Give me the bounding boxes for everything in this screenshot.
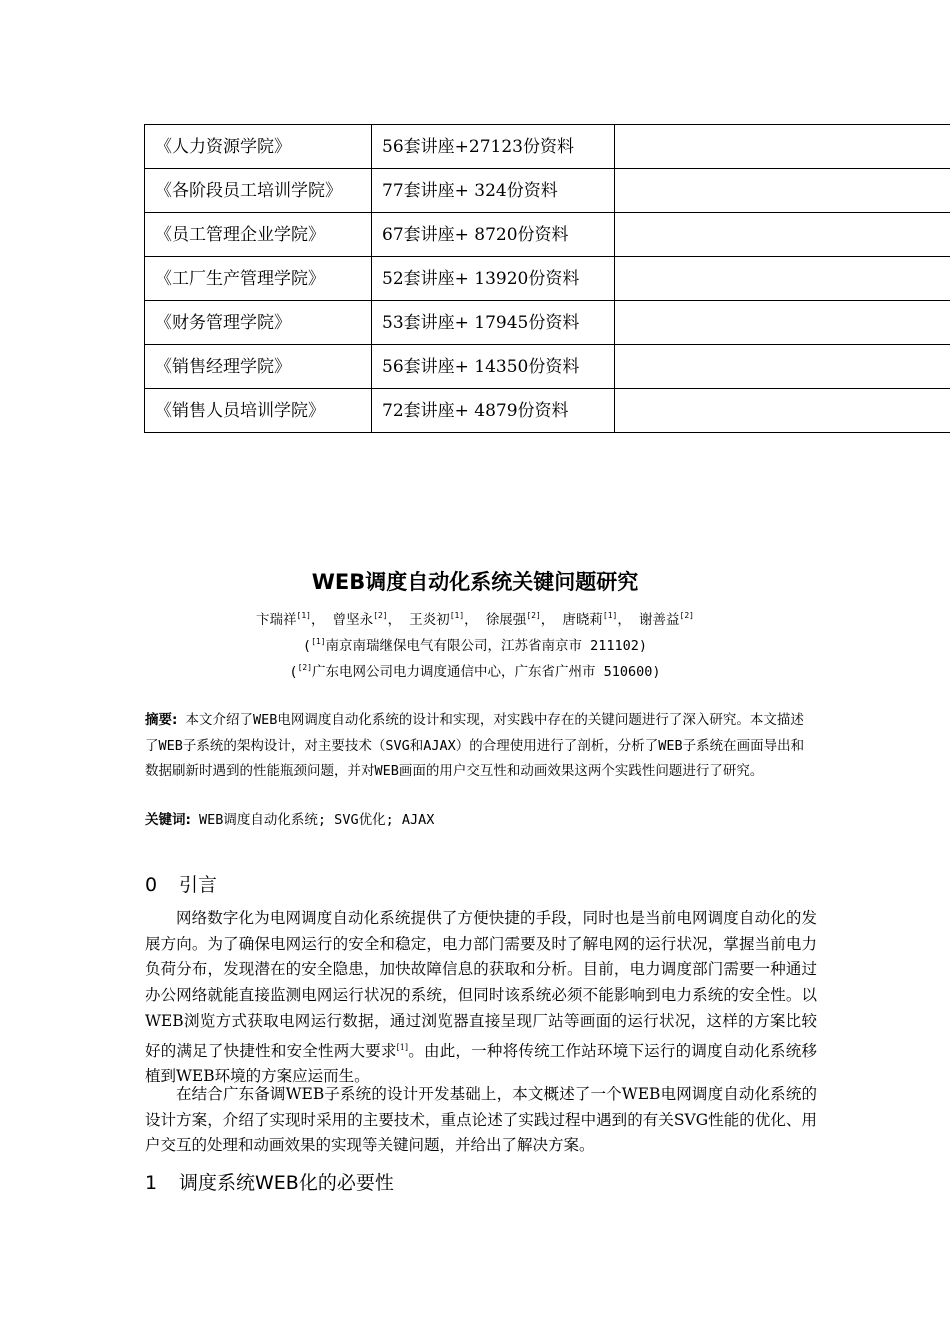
catalog-table-body	[145, 125, 950, 433]
empty-cell	[615, 169, 950, 213]
affiliation-ref: [2]	[297, 663, 313, 672]
resource-catalog-table	[144, 124, 950, 433]
author-ref: [2]	[679, 611, 694, 620]
section-title: 引言	[179, 874, 218, 896]
affiliation-text: 广东电网公司电力调度通信中心，广东省广州市 510600	[312, 664, 653, 680]
author-ref: [2]	[526, 611, 541, 620]
college-name-cell: 《员工管理企业学院》	[145, 213, 372, 257]
abstract	[145, 708, 810, 785]
author: 徐展强	[485, 612, 527, 628]
intro-paragraph-1	[145, 906, 817, 1090]
citation-ref: [1]	[396, 1042, 409, 1052]
keywords-label: 关键词:	[145, 812, 191, 828]
college-name-cell: 《销售经理学院》	[145, 345, 372, 389]
author: 谢善益	[639, 612, 680, 628]
resource-count-cell: 56套讲座+27123份资料	[372, 125, 615, 169]
abstract-text: 本文介绍了WEB电网调度自动化系统的设计和实现，对实践中存在的关键问题进行了深入研究。本文描述了WEB子系统的架构设计，对主要技术（SVG和AJAX）的合理使用进行了剖析，分析了WEB子系统在画面导出和数据刷新时遇到的性能瓶颈问题，并对WEB画面的用户交互性和动画效果这两个实践性问题进行了研究。	[145, 712, 805, 779]
empty-cell	[615, 345, 950, 389]
section-title: 调度系统WEB化的必要性	[179, 1172, 394, 1194]
abstract-label: 摘要:	[145, 712, 178, 728]
resource-count-cell: 67套讲座+ 8720份资料	[372, 213, 615, 257]
author-ref: [1]	[602, 611, 618, 620]
section-heading-1	[145, 1168, 394, 1195]
catalog-row	[145, 345, 950, 389]
intro-paragraph-2	[145, 1082, 817, 1159]
paper-title: WEB调度自动化系统关键问题研究	[311, 570, 639, 594]
paragraph-text: 网络数字化为电网调度自动化系统提供了方便快捷的手段，同时也是当前电网调度自动化的发展方向。为了确保电网运行的安全和稳定，电力部门需要及时了解电网的运行状况，掌握当前电力负荷分布，发现潜在的安全隐患，加快故障信息的获取和分析。目前，电力调度部门需要一种通过办公网络就能直接监测电网运行状况的系统，但同时该系统必须不能影响到电力系统的安全性。以WEB浏览方式获取电网运行数据，通过浏览器直接呈现厂站等画面的运行状况，这样的方案比较好的满足了快捷性和安全性两大要求	[145, 909, 817, 1060]
catalog-row	[145, 301, 950, 345]
affiliation-ref: [1]	[311, 637, 326, 646]
resource-count-cell: 52套讲座+ 13920份资料	[372, 257, 615, 301]
catalog-row	[145, 125, 950, 169]
college-name-cell: 《工厂生产管理学院》	[145, 257, 372, 301]
empty-cell	[615, 213, 950, 257]
empty-cell	[615, 389, 950, 433]
author: 王炎初	[409, 612, 450, 628]
resource-count-cell: 77套讲座+ 324份资料	[372, 169, 615, 213]
college-name-cell: 《财务管理学院》	[145, 301, 372, 345]
catalog-row	[145, 213, 950, 257]
affiliation-2: ([2]广东电网公司电力调度通信中心，广东省广州市 510600)	[289, 663, 661, 680]
resource-count-cell: 56套讲座+ 14350份资料	[372, 345, 615, 389]
college-name-cell: 《人力资源学院》	[145, 125, 372, 169]
keywords	[145, 808, 810, 833]
paragraph-text: 在结合广东备调WEB子系统的设计开发基础上，本文概述了一个WEB电网调度自动化系统的设计方案，介绍了实现时采用的主要技术，重点论述了实践过程中遇到的有关SVG性能的优化、用户交互的处理和动画效果的实现等关键问题，并给出了解决方案。	[145, 1085, 817, 1155]
author-ref: [1]	[449, 611, 465, 620]
section-number: 1	[145, 1172, 158, 1194]
empty-cell	[615, 257, 950, 301]
author: 曾坚永	[332, 612, 374, 628]
author-line: 卞瑞祥[1]， 曾坚永[2]， 王炎初[1]， 徐展强[2]， 唐晓莉[1]， 谢善益[2]	[256, 611, 694, 628]
author-ref: [1]	[296, 611, 311, 620]
resource-count-cell: 72套讲座+ 4879份资料	[372, 389, 615, 433]
author-ref: [2]	[373, 611, 388, 620]
section-heading-0	[145, 870, 217, 897]
author: 卞瑞祥	[256, 612, 297, 628]
resource-count-cell: 53套讲座+ 17945份资料	[372, 301, 615, 345]
affiliation-1: ([1]南京南瑞继保电气有限公司，江苏省南京市 211102)	[302, 637, 648, 654]
college-name-cell: 《各阶段员工培训学院》	[145, 169, 372, 213]
section-number: 0	[145, 874, 158, 896]
paragraph-text: 。由此，一种将传统工作站环境下运行的调度自动化系统移植到WEB环境的方案应运而生。	[145, 1041, 817, 1086]
empty-cell	[615, 301, 950, 345]
catalog-row	[145, 389, 950, 433]
empty-cell	[615, 125, 950, 169]
college-name-cell: 《销售人员培训学院》	[145, 389, 372, 433]
author: 唐晓莉	[562, 612, 603, 628]
catalog-row	[145, 169, 950, 213]
keywords-text: WEB调度自动化系统; SVG优化; AJAX	[199, 812, 435, 828]
affiliation-text: 南京南瑞继保电气有限公司，江苏省南京市 211102	[325, 638, 639, 654]
catalog-row	[145, 257, 950, 301]
